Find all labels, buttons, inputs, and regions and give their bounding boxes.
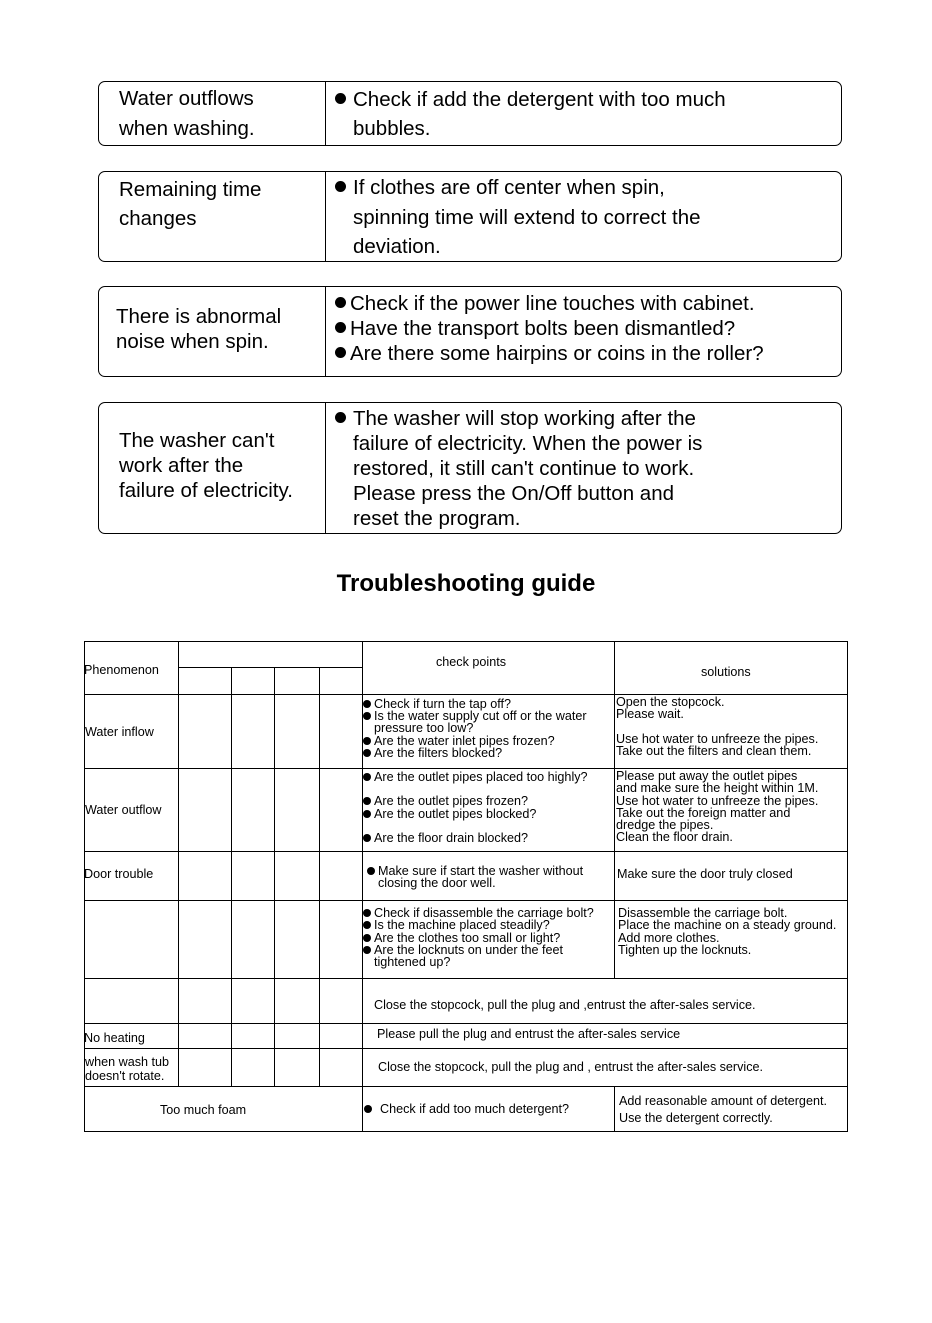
problem-box-remaining-time [98,171,842,262]
bullet-icon [363,946,371,954]
phenomenon-door-trouble: Door trouble [84,867,154,881]
solution-line: Tighten up the locknuts. [618,943,752,957]
solution-line: Take out the foreign matter and [616,806,791,820]
bullet-icon [335,93,346,104]
bullet-icon [363,749,371,757]
solution-line: Are there some hairpins or coins in the roller? [335,341,764,366]
bullet-icon [364,1105,372,1113]
check-line: Check if add too much detergent? [364,1103,569,1115]
solution-line: failure of electricity. When the power is [353,432,703,455]
table-grid-line [614,1086,615,1132]
table-grid-line [84,900,848,901]
phenomenon-no-heating: No heating [84,1031,145,1045]
problem-cell [99,172,326,261]
bullet-icon [335,322,346,333]
bullet-icon [363,834,371,842]
solution-line: Clean the floor drain. [616,830,733,844]
check-line: Is the water supply cut off or the water [363,710,587,722]
check-line: Are the locknuts on under the feet [363,944,563,956]
merged-solution: Close the stopcock, pull the plug and , entrust the after-sales service. [378,1060,764,1074]
bullet-icon [335,297,346,308]
header-solutions: solutions [701,665,751,679]
problem-cell [99,82,326,145]
solution-line: deviation. [353,235,441,258]
table-grid-line [84,1086,848,1087]
table-grid-line [274,667,275,1086]
table-grid-line [614,641,615,978]
solution-line: The washer will stop working after the [335,406,696,431]
solution-line: Place the machine on a steady ground. [618,918,837,932]
check-line: Are the floor drain blocked? [363,832,528,844]
check-line: Is the machine placed steadily? [363,919,550,931]
solution-line: If clothes are off center when spin, [335,175,665,200]
solution-line: Please press the On/Off button and [353,482,674,505]
check-line: Are the water inlet pipes frozen? [363,735,555,747]
check-line: Check if disassemble the carriage bolt? [363,907,594,919]
table-grid-line [178,667,362,668]
solution-line: Please put away the outlet pipes [616,769,798,783]
bullet-icon [367,867,375,875]
bullet-icon [363,797,371,805]
solution-cell [335,287,835,376]
table-grid-line [84,978,848,979]
table-border [84,641,848,642]
problem-text: Water outflows when washing. [119,87,255,140]
solution-line: bubbles. [353,117,431,140]
problem-box-power-failure [98,402,842,534]
check-line: pressure too low? [374,721,474,735]
bullet-icon [363,737,371,745]
check-line: Are the outlet pipes frozen? [363,795,528,807]
problem-text: The washer can't work after the failure of electricity. [119,429,293,502]
check-line: Are the outlet pipes placed too highly? [363,771,588,783]
solution-line: Add more clothes. [618,931,720,945]
solution-line: Add reasonable amount of detergent. [619,1094,827,1108]
table-border [847,641,848,1132]
solution-line: Make sure the door truly closed [617,867,793,881]
table-grid-line [178,641,179,1086]
solution-cell [335,403,835,533]
bullet-icon [363,909,371,917]
problem-box-foam [98,81,842,146]
solution-line: Check if add the detergent with too much [335,87,726,112]
table-grid-line [319,667,320,1086]
bullet-icon [363,712,371,720]
check-line: Are the filters blocked? [363,747,502,759]
table-grid-line [231,667,232,1086]
page-title: Troubleshooting guide [336,570,596,597]
solution-line: restored, it still can't continue to work. [353,457,695,480]
table-grid-line [84,1048,848,1049]
solution-line: dredge the pipes. [616,818,714,832]
bullet-icon [363,921,371,929]
phenomenon-tub-not-rotating: when wash tub doesn't rotate. [85,1055,170,1084]
merged-solution: Please pull the plug and entrust the after-sales service [377,1027,681,1041]
solution-line: reset the program. [353,507,521,530]
header-check-points: check points [436,655,507,669]
solution-line: Please wait. [616,707,684,721]
check-line: Make sure if start the washer without [367,865,583,877]
solution-line: Use hot water to unfreeze the pipes. [616,732,819,746]
solution-line: Take out the filters and clean them. [616,744,812,758]
check-line: closing the door well. [378,876,496,890]
problem-cell [99,403,326,533]
table-grid-line [84,1023,848,1024]
header-phenomenon: Phenomenon [84,663,159,677]
check-line: Are the outlet pipes blocked? [363,808,536,820]
solution-line: Use the detergent correctly. [619,1111,773,1125]
problem-text: There is abnormal noise when spin. [116,305,282,353]
problem-cell [99,287,326,376]
solution-cell [335,82,835,145]
bullet-icon [363,934,371,942]
table-border [84,1131,848,1132]
solution-line: Use hot water to unfreeze the pipes. [616,794,819,808]
bullet-icon [363,810,371,818]
bullet-icon [335,347,346,358]
table-grid-line [84,694,848,695]
solution-line: Disassemble the carriage bolt. [618,906,788,920]
solution-line: and make sure the height within 1M. [616,781,819,795]
phenomenon-too-much-foam: Too much foam [160,1103,247,1117]
solution-cell [335,172,835,261]
problem-box-abnormal-noise [98,286,842,377]
solution-line: Have the transport bolts been dismantled? [335,316,735,341]
solution-line: Check if the power line touches with cabinet. [335,291,755,316]
merged-solution: Close the stopcock, pull the plug and ,entrust the after-sales service. [374,998,756,1012]
phenomenon-water-outflow: Water outflow [85,803,162,817]
check-line: Are the clothes too small or light? [363,932,560,944]
table-grid-line [84,851,848,852]
bullet-icon [335,412,346,423]
problem-text: Remaining time changes [119,178,262,230]
bullet-icon [363,773,371,781]
solution-line: spinning time will extend to correct the [353,206,701,229]
check-line: tightened up? [374,955,451,969]
phenomenon-water-inflow: Water inflow [85,725,154,739]
solution-line: Open the stopcock. [616,695,725,709]
troubleshooting-table [84,641,848,1132]
check-line: Check if turn the tap off? [363,698,511,710]
bullet-icon [363,700,371,708]
bullet-icon [335,181,346,192]
